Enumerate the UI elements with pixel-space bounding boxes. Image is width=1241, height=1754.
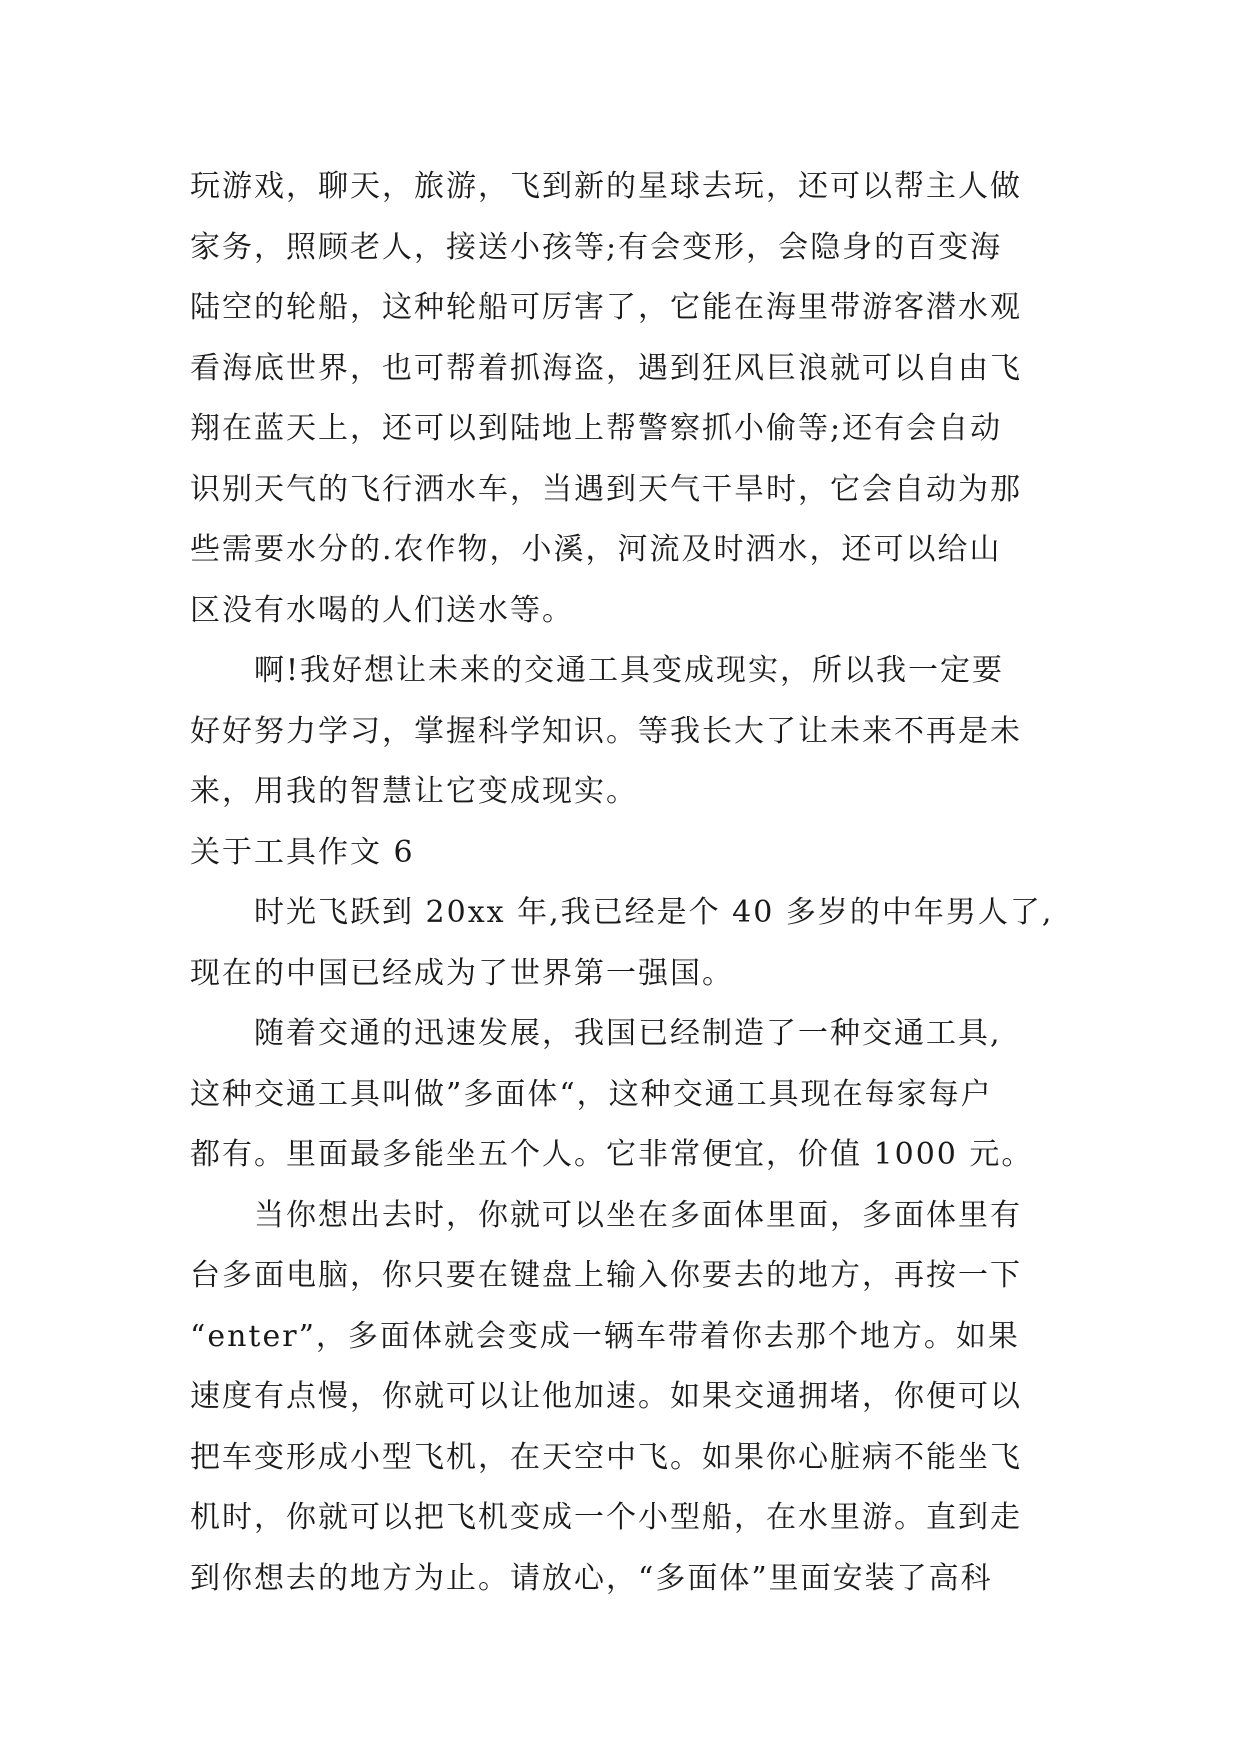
document-body [190, 157, 1070, 1609]
text-line: 速度有点慢，你就可以让他加速。如果交通拥堵，你便可以 [190, 1379, 1022, 1414]
text-line: 来，用我的智慧让它变成现实。 [190, 774, 638, 809]
paragraph-start-line: 随着交通的迅速发展，我国已经制造了一种交通工具, [254, 1016, 1002, 1051]
text-line: 好好努力学习，掌握科学知识。等我长大了让未来不再是未 [190, 713, 1022, 749]
section-heading: 关于工具作文 6 [190, 834, 415, 870]
text-line: 现在的中国已经成为了世界第一强国。 [190, 955, 734, 991]
text-line: 都有。里面最多能坐五个人。它非常便宜，价值 1000 元。 [190, 1137, 1034, 1172]
text-line: 识别天气的飞行洒水车，当遇到天气干旱时，它会自动为那 [190, 471, 1022, 507]
text-line: 把车变形成小型飞机，在天空中飞。如果你心脏病不能坐飞 [190, 1439, 1022, 1475]
text-line: “enter”，多面体就会变成一辆车带着你去那个地方。如果 [190, 1318, 1020, 1354]
paragraph-start-line: 时光飞跃到 20xx 年,我已经是个 40 多岁的中年男人了, [254, 895, 1054, 930]
text-line: 这种交通工具叫做”多面体“，这种交通工具现在每家每户 [190, 1076, 993, 1112]
text-line: 翔在蓝天上，还可以到陆地上帮警察抓小偷等;还有会自动 [190, 411, 1003, 446]
text-line: 些需要水分的.农作物，小溪，河流及时洒水，还可以给山 [190, 532, 1002, 567]
text-line: 玩游戏，聊天，旅游，飞到新的星球去玩，还可以帮主人做 [190, 169, 1022, 204]
text-line: 区没有水喝的人们送水等。 [190, 592, 574, 628]
text-line: 陆空的轮船，这种轮船可厉害了，它能在海里带游客潜水观 [190, 290, 1022, 325]
paragraph-start-line: 当你想出去时，你就可以坐在多面体里面，多面体里有 [254, 1197, 1022, 1233]
text-line: 看海底世界，也可帮着抓海盗，遇到狂风巨浪就可以自由飞 [190, 350, 1022, 386]
paragraph-start-line: 啊!我好想让未来的交通工具变成现实，所以我一定要 [254, 653, 1005, 688]
text-line: 台多面电脑，你只要在键盘上输入你要去的地方，再按一下 [190, 1258, 1022, 1293]
text-line: 到你想去的地方为止。请放心，“多面体”里面安装了高科 [190, 1560, 993, 1596]
text-line: 机时，你就可以把飞机变成一个小型船，在水里游。直到走 [190, 1500, 1022, 1535]
text-line: 家务，照顾老人，接送小孩等;有会变形，会隐身的百变海 [190, 229, 1003, 265]
